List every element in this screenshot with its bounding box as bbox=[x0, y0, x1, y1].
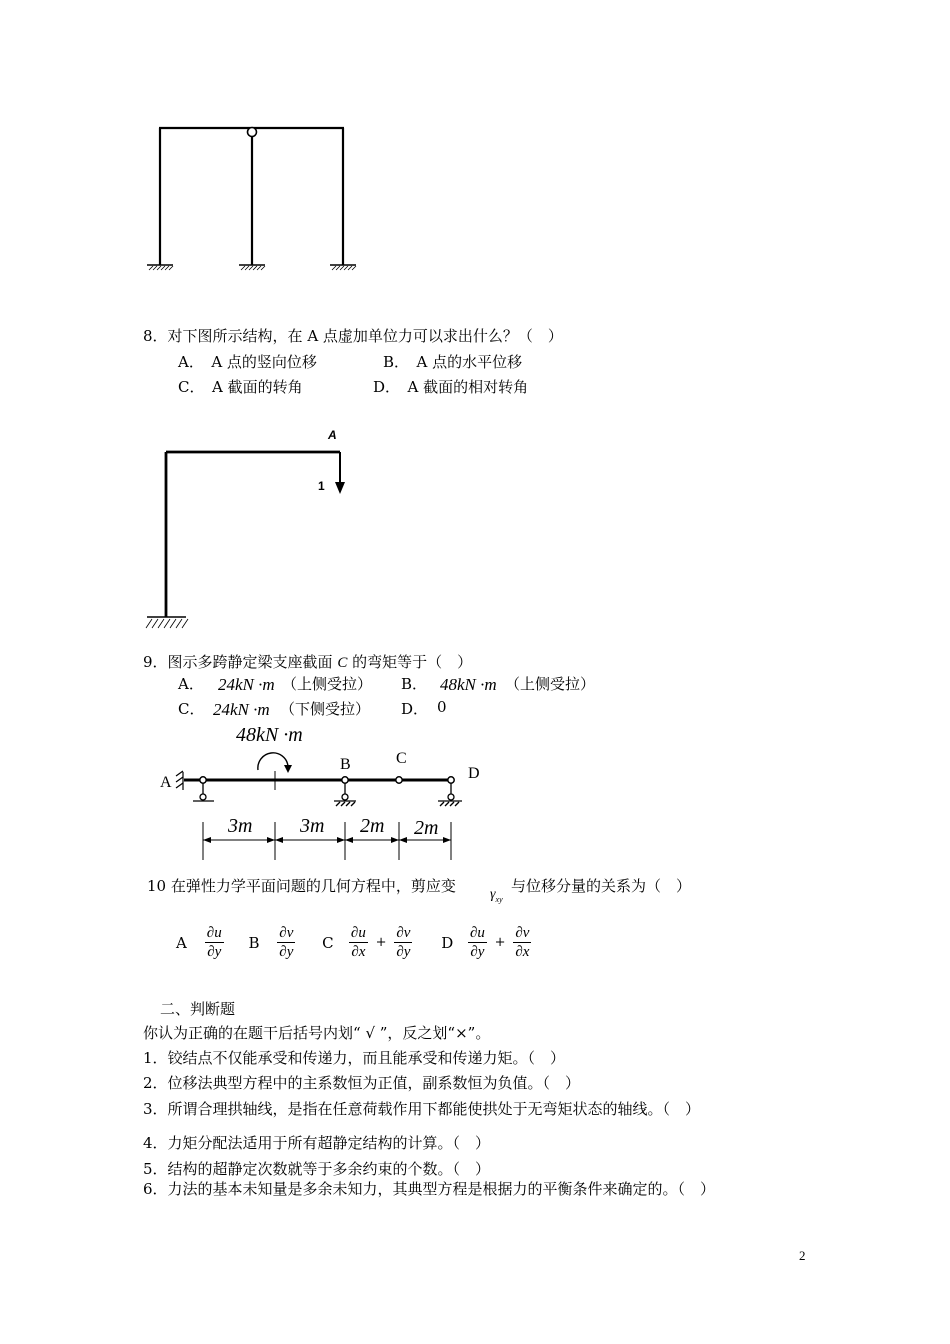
judge-item-1: 1．铰结点不仅能承受和传递力，而且能承受和传递力矩。（ ） bbox=[143, 1049, 566, 1067]
shear-strain-symbol: $\gamma_{xy}$ bbox=[490, 887, 503, 904]
judge-item-2: 2．位移法典型方程中的主系数恒为正值，副系数恒为负值。（ ） bbox=[143, 1074, 581, 1092]
q9-option-a-value: 24kN ·m bbox=[218, 675, 275, 694]
du-dx-fraction: $\frac{\partial u}{\partial x}$ bbox=[350, 925, 366, 960]
q8-option-b: B． A 点的水平位移 bbox=[383, 353, 523, 371]
q10-options: A $\frac{\partial u}{\partial y}$ B $\frac{\partial v}{\partial y}$ C $\frac{\partial u}{\partial x}$ + $\frac{\partial v}{\partial y}$ D $\frac{\partial u}{\partial y}$ + $\frac{\partial v}{\partial x}$ bbox=[176, 925, 530, 960]
point-a-label: A bbox=[160, 774, 172, 791]
dv-dy-fraction-c: $\frac{\partial v}{\partial y}$ bbox=[396, 925, 411, 960]
applied-moment-label: 48kN ·m bbox=[236, 724, 303, 746]
q9-option-c-value: 24kN ·m bbox=[213, 700, 270, 719]
judge-item-6: 6．力法的基本未知量是多余未知力，其典型方程是根据力的平衡条件来确定的。（ ） bbox=[143, 1180, 716, 1198]
q9-option-b-value: 48kN ·m bbox=[440, 675, 497, 694]
q10-stem-post: 与位移分量的关系为（ ） bbox=[511, 877, 692, 895]
dv-dx-fraction: $\frac{\partial v}{\partial x}$ bbox=[515, 925, 530, 960]
span-1-length: 3m bbox=[228, 815, 253, 837]
span-4-length: 2m bbox=[414, 817, 439, 839]
point-a-label: A bbox=[328, 428, 337, 442]
q9-option-c-note: （下侧受拉） bbox=[280, 700, 371, 718]
q8-option-d: D． A 截面的相对转角 bbox=[373, 378, 529, 396]
q9-option-d-label: D． bbox=[401, 700, 429, 718]
span-2-length: 3m bbox=[300, 815, 325, 837]
section-intro: 你认为正确的在题干后括号内划“ √ ”，反之划“×”。 bbox=[143, 1024, 491, 1042]
q8-option-a: A． A 点的竖向位移 bbox=[178, 353, 317, 371]
span-3-length: 2m bbox=[360, 815, 385, 837]
point-c-label: C bbox=[396, 750, 407, 767]
q8-option-c: C． A 截面的转角 bbox=[178, 378, 303, 396]
judge-item-4: 4．力矩分配法适用于所有超静定结构的计算。（ ） bbox=[143, 1134, 491, 1152]
q9-option-a-note: （上侧受拉） bbox=[282, 675, 373, 693]
judge-item-5: 5．结构的超静定次数就等于多余约束的个数。（ ） bbox=[143, 1160, 491, 1178]
q10-stem-pre: 10 在弹性力学平面问题的几何方程中，剪应变 bbox=[147, 877, 456, 895]
page-number: 2 bbox=[799, 1248, 806, 1263]
du-dy-fraction-d: $\frac{\partial u}{\partial y}$ bbox=[469, 925, 485, 960]
q9-option-b-note: （上侧受拉） bbox=[505, 675, 596, 693]
judge-item-3: 3．所谓合理拱轴线，是指在任意荷载作用下都能使拱处于无弯矩状态的轴线。（ ） bbox=[143, 1100, 701, 1118]
unit-force-label: 1 bbox=[318, 479, 325, 493]
section-title: 二、判断题 bbox=[160, 1000, 236, 1018]
q9-option-b-label: B． bbox=[401, 675, 428, 693]
dv-dy-fraction: $\frac{\partial v}{\partial y}$ bbox=[279, 925, 294, 960]
du-dy-fraction: $\frac{\partial u}{\partial y}$ bbox=[206, 925, 222, 960]
q8-stem: 8．对下图所示结构，在 A 点虚加单位力可以求出什么？（ ） bbox=[143, 327, 563, 345]
q9-stem: 9．图示多跨静定梁支座截面 C 的弯矩等于（ ） bbox=[143, 653, 473, 671]
point-b-label: B bbox=[340, 756, 351, 773]
point-d-label: D bbox=[468, 765, 480, 782]
q9-option-a-label: A． bbox=[178, 675, 204, 693]
q9-option-c-label: C． bbox=[178, 700, 205, 718]
q9-option-d-value: 0 bbox=[437, 698, 447, 716]
